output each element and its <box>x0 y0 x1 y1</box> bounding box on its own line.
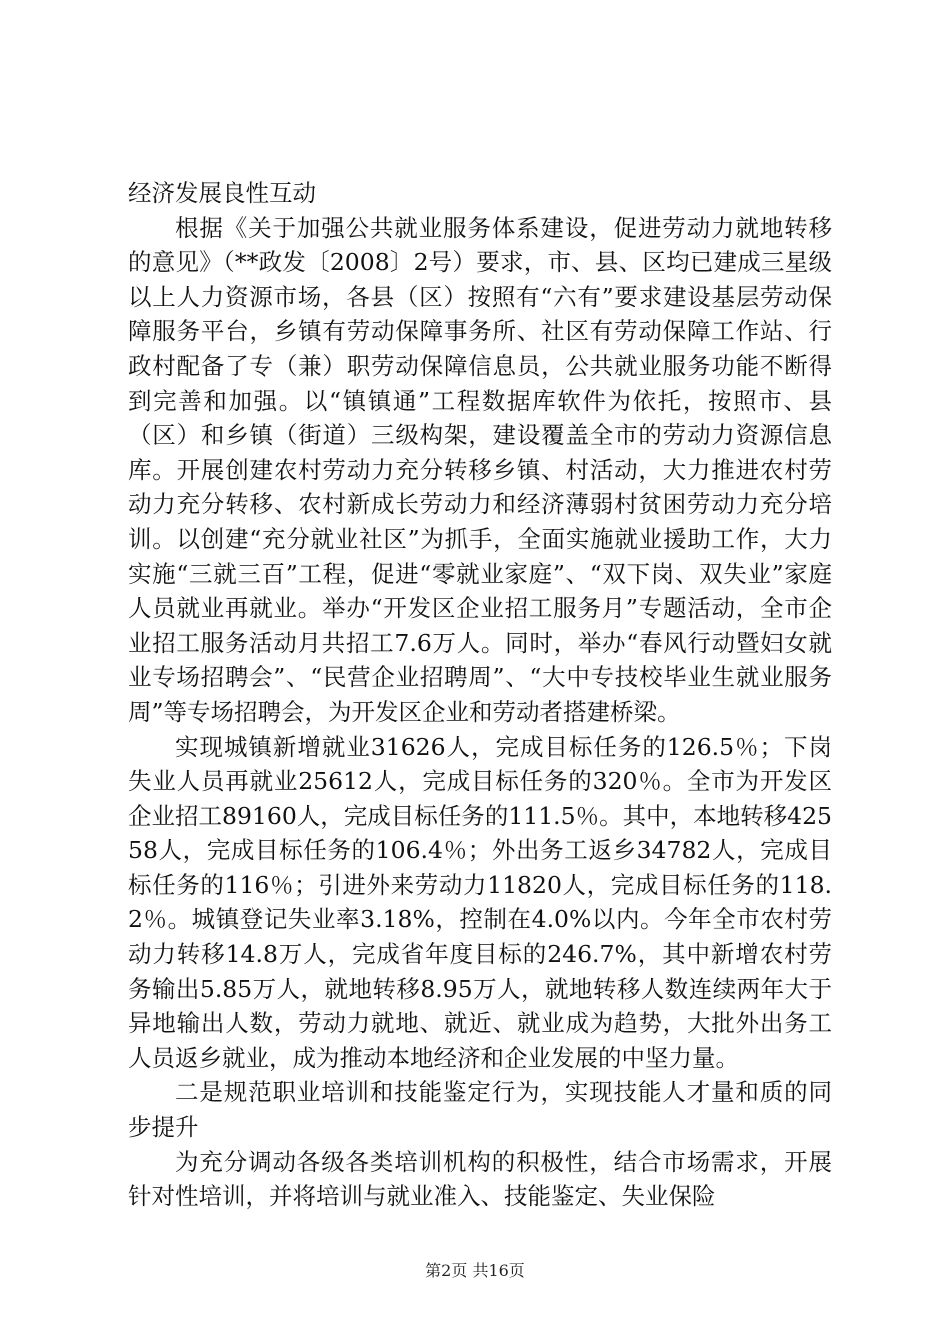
section-heading-training: 二是规范职业培训和技能鉴定行为，实现技能人才量和质的同步提升 <box>128 1078 832 1142</box>
paragraph-training: 为充分调动各级各类培训机构的积极性，结合市场需求，开展针对性培训，并将培训与就业准入、技能鉴定、失业保险 <box>128 1147 832 1211</box>
page-footer: 第2页 共16页 <box>425 1261 525 1280</box>
paragraph-continuation: 经济发展良性互动 <box>128 179 316 207</box>
paragraph-employment-services: 根据《关于加强公共就业服务体系建设，促进劳动力就地转移的意见》（**政发〔2008〕2号）要求，市、县、区均已建成三星级以上人力资源市场，各县（区）按照有“六有”要求建设基层劳动保障服务平台，乡镇有劳动保障事务所、社区有劳动保障工作站、行政村配备了专（兼）职劳动保障信息员，公共就业服务功能不断得到完善和加强。以“镇镇通”工程数据库软件为依托，按照市、县（区）和乡镇（街道）三级构架，建设覆盖全市的劳动力资源信息库。开展创建农村劳动力充分转移乡镇、村活动，大力推进农村劳动力充分转移、农村新成长劳动力和经济薄弱村贫困劳动力充分培训。以创建“充分就业社区”为抓手，全面实施就业援助工作，大力实施“三就三百”工程，促进“零就业家庭”、“双下岗、双失业”家庭人员就业再就业。举办“开发区企业招工服务月”专题活动，全市企业招工服务活动月共招工7.6万人。同时，举办“春风行动暨妇女就业专场招聘会”、“民营企业招聘周”、“大中专技校毕业生就业服务周”等专场招聘会，为开发区企业和劳动者搭建桥梁。 <box>128 213 832 726</box>
paragraph-employment-statistics: 实现城镇新增就业31626人，完成目标任务的126.5％；下岗失业人员再就业25612人，完成目标任务的320％。全市为开发区企业招工89160人，完成目标任务的111.5％。其中，本地转移42558人，完成目标任务的106.4％；外出务工返乡34782人，完成目标任务的116％；引进外来劳动力11820人，完成目标任务的118.2％。城镇登记失业率3.18%，控制在4.0%以内。今年全市农村劳动力转移14.8万人，完成省年度目标的246.7%，其中新增农村劳务输出5.85万人，就地转移8.95万人，就地转移人数连续两年大于异地输出人数，劳动力就地、就近、就业成为趋势，大批外出务工人员返乡就业，成为推动本地经济和企业发展的中坚力量。 <box>128 732 832 1072</box>
document-body <box>128 176 832 1214</box>
